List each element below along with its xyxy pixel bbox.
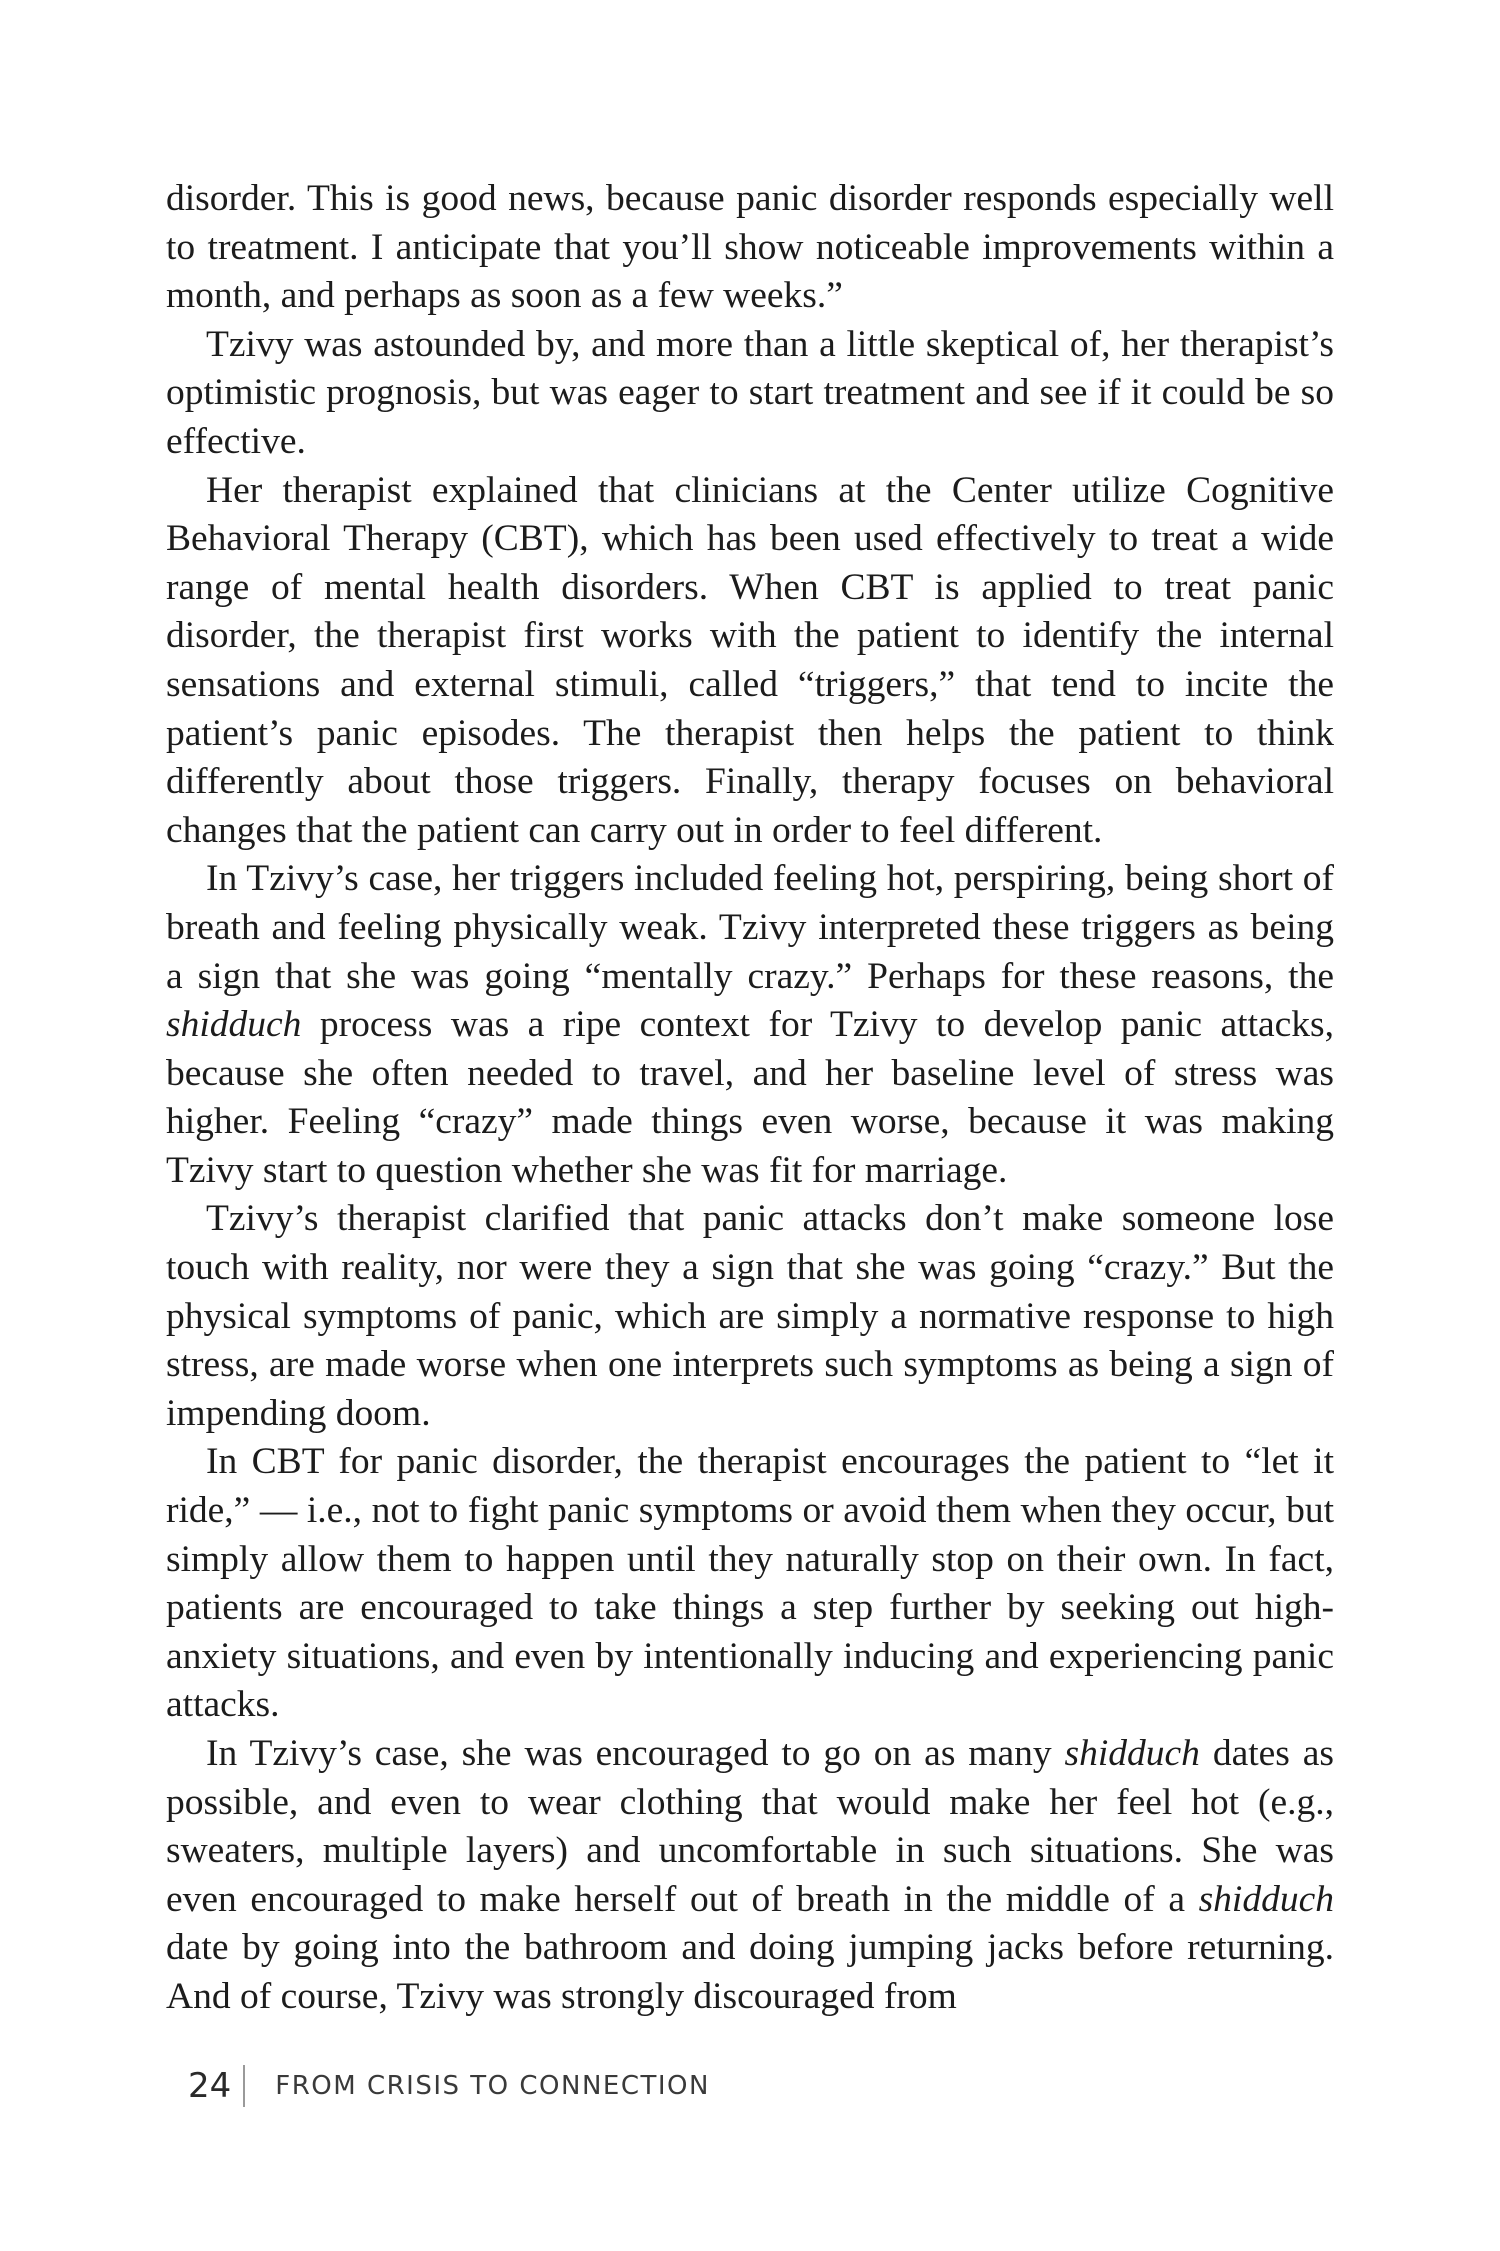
text-run: In Tzivy’s case, she was encouraged to go on as many bbox=[206, 1733, 1065, 1774]
body-text bbox=[166, 175, 1334, 2022]
italic-term: shidduch bbox=[1064, 1733, 1200, 1774]
text-run: dates as possible, and even to wear clothing that would make her feel hot (e.g., sweaters, multiple layers) and uncomfortable in such situations. She was even encouraged to make herself out of breath in the middle of a bbox=[166, 1733, 1334, 1920]
page-footer bbox=[188, 2062, 710, 2110]
text-run: Her therapist explained that clinicians at the Center utilize Cognitive Behavioral Therapy (CBT), which has been used effectively to treat a wide range of mental health disorders. When CBT is applied to treat panic disorder, the therapist first works with the patient to identify the internal sensations and external stimuli, called “triggers,” that tend to incite the patient’s panic episodes. The therapist then helps the patient to think differently about those triggers. Finally, therapy focuses on behavioral changes that the patient can carry out in order to feel different. bbox=[166, 469, 1334, 851]
paragraph bbox=[166, 1195, 1334, 1438]
paragraph bbox=[166, 175, 1334, 321]
italic-term: shidduch bbox=[166, 1004, 302, 1046]
italic-term: shidduch bbox=[1198, 1878, 1334, 1920]
paragraph bbox=[166, 855, 1334, 1195]
text-run: In CBT for panic disorder, the therapist encourages the patient to “let it ride,” — i.e., not to fight panic symptoms or avoid them when they occur, but simply allow them to happen until they naturally stop on their own. In fact, patients are encouraged to take things a step further by seeking out high-anxiety situations, and even by intentionally inducing and experiencing panic attacks. bbox=[166, 1441, 1334, 1726]
running-title: FROM CRISIS TO CONNECTION bbox=[275, 2071, 710, 2101]
text-run: date by going into the bathroom and doing jumping jacks before returning. And of course, Tzivy was strongly discouraged from bbox=[166, 1927, 1334, 2017]
paragraph bbox=[166, 321, 1334, 467]
text-run: Tzivy was astounded by, and more than a little skeptical of, her therapist’s optimistic prognosis, but was eager to start treatment and see if it could be so effective. bbox=[166, 323, 1334, 462]
footer-divider bbox=[243, 2065, 245, 2107]
text-run: In Tzivy’s case, her triggers included feeling hot, perspiring, being short of breath and feeling physically weak. Tzivy interpreted these triggers as being a sign that she was going “mentally crazy.” Perhaps for these reasons, the bbox=[166, 858, 1334, 997]
text-run: disorder. This is good news, because panic disorder responds especially well to treatment. I anticipate that you’ll show noticeable improvements within a month, and perhaps as soon as a few weeks.” bbox=[166, 178, 1334, 317]
text-run: process was a ripe context for Tzivy to develop panic attacks, because she often needed to travel, and her baseline level of stress was higher. Feeling “crazy” made things even worse, because it was making Tzivy start to question whether she was fit for marriage. bbox=[166, 1004, 1334, 1191]
text-run: Tzivy’s therapist clarified that panic attacks don’t make someone lose touch with reality, nor were they a sign that she was going “crazy.” But the physical symptoms of panic, which are simply a normative response to high stress, are made worse when one interprets such symptoms as being a sign of impending doom. bbox=[166, 1198, 1334, 1434]
paragraph bbox=[166, 467, 1334, 856]
page-number: 24 bbox=[188, 2066, 232, 2106]
paragraph bbox=[166, 1730, 1334, 2022]
paragraph bbox=[166, 1438, 1334, 1730]
